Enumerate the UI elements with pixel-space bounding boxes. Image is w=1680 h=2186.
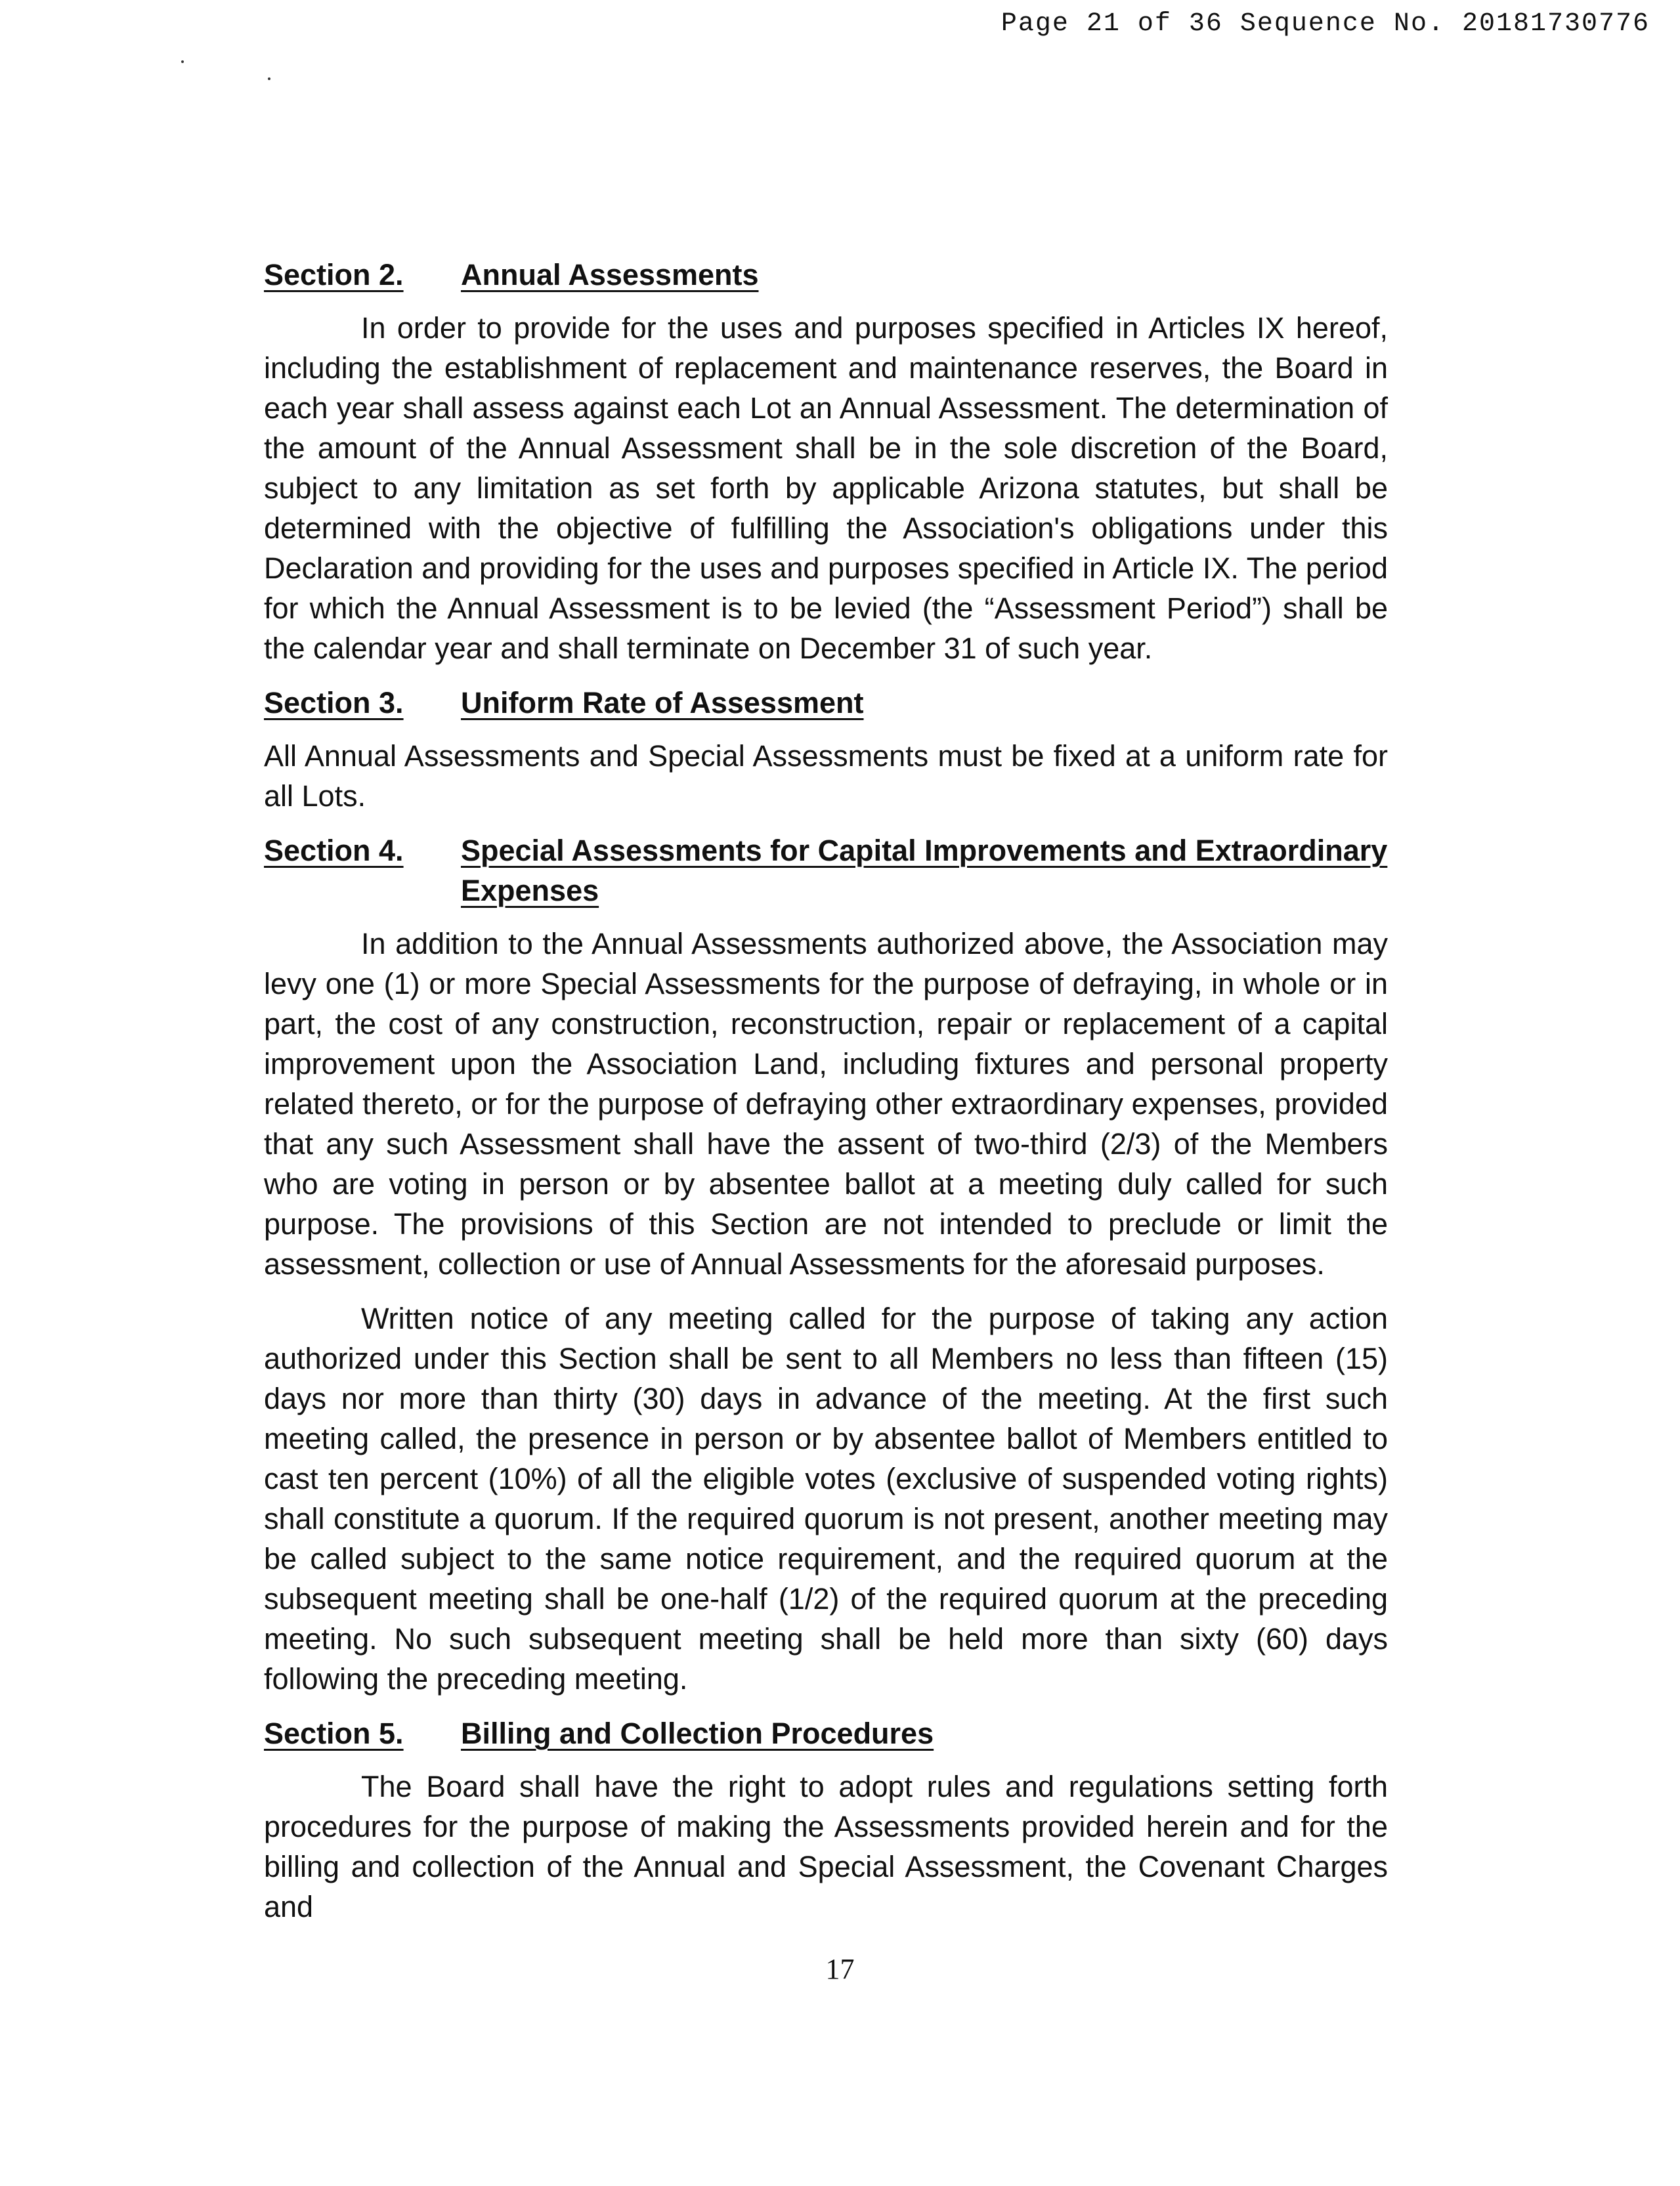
document-body xyxy=(264,255,1388,1941)
section-title: Special Assessments for Capital Improvements and Extraordinary Expenses xyxy=(461,834,1388,907)
section-5-paragraph: The Board shall have the right to adopt rules and regulations setting forth procedures for the purpose of making the Assessments provided herein and for the billing and collection of the Annual and Special Assessment, the Covenant Charges and xyxy=(264,1770,1388,1923)
section-3-heading xyxy=(264,683,1388,723)
section-4-paragraph-1: In addition to the Annual Assessments authorized above, the Association may levy one (1) or more Special Assessments for the purpose of defraying, in whole or in part, the cost of any construction, reconstruction, repair or replacement of a capital improvement upon the Association Land, including fixtures and personal property related thereto, or for the purpose of defraying other extraordinary expenses, provided that any such Assessment shall have the assent of two-third (2/3) of the Members who are voting in person or by absentee ballot at a meeting duly called for such purpose. The provisions of this Section are not intended to preclude or limit the assessment, collection or use of Annual Assessments for the aforesaid purposes. xyxy=(264,927,1388,1281)
section-2-paragraph: In order to provide for the uses and purposes specified in Articles IX hereof, including the establishment of replacement and maintenance reserves, the Board in each year shall assess against each Lot an Annual Assessment. The determination of the amount of the Annual Assessment shall be in the sole discretion of the Board, subject to any limitation as set forth by applicable Arizona statutes, but shall be determined with the objective of fulfilling the Association's obligations under this Declaration and providing for the uses and purposes specified in Article IX. The period for which the Annual Assessment is to be levied (the “Assessment Period”) shall be the calendar year and shall terminate on December 31 of such year. xyxy=(264,311,1388,665)
page-number: 17 xyxy=(825,1953,855,1985)
section-4-paragraph-2: Written notice of any meeting called for the purpose of taking any action authorized under this Section shall be sent to all Members no less than fifteen (15) days nor more than thirty (30) days in advance of the meeting. At the first such meeting called, the presence in person or by absentee ballot of Members entitled to cast ten percent (10%) of all the eligible votes (exclusive of suspended voting rights) shall constitute a quorum. If the required quorum is not present, another meeting may be called subject to the same notice requirement, and the required quorum at the subsequent meeting shall be one-half (1/2) of the required quorum at the preceding meeting. No such subsequent meeting shall be held more than sixty (60) days following the preceding meeting. xyxy=(264,1302,1388,1696)
section-number: Section 2. xyxy=(264,258,404,291)
section-number: Section 5. xyxy=(264,1717,404,1750)
section-3-paragraph: All Annual Assessments and Special Assessments must be fixed at a uniform rate for all Lots. xyxy=(264,739,1388,813)
page-sequence-stamp: Page 21 of 36 Sequence No. 20181730776 xyxy=(1001,9,1650,39)
section-number: Section 4. xyxy=(264,834,404,867)
scan-speck xyxy=(268,77,270,80)
section-5-heading xyxy=(264,1713,1388,1753)
section-title: Billing and Collection Procedures xyxy=(461,1717,934,1750)
section-4-heading xyxy=(264,830,1388,911)
scan-speck xyxy=(181,60,184,63)
section-2-heading xyxy=(264,255,1388,295)
section-number: Section 3. xyxy=(264,686,404,719)
section-title: Uniform Rate of Assessment xyxy=(461,686,864,719)
section-title: Annual Assessments xyxy=(461,258,759,291)
